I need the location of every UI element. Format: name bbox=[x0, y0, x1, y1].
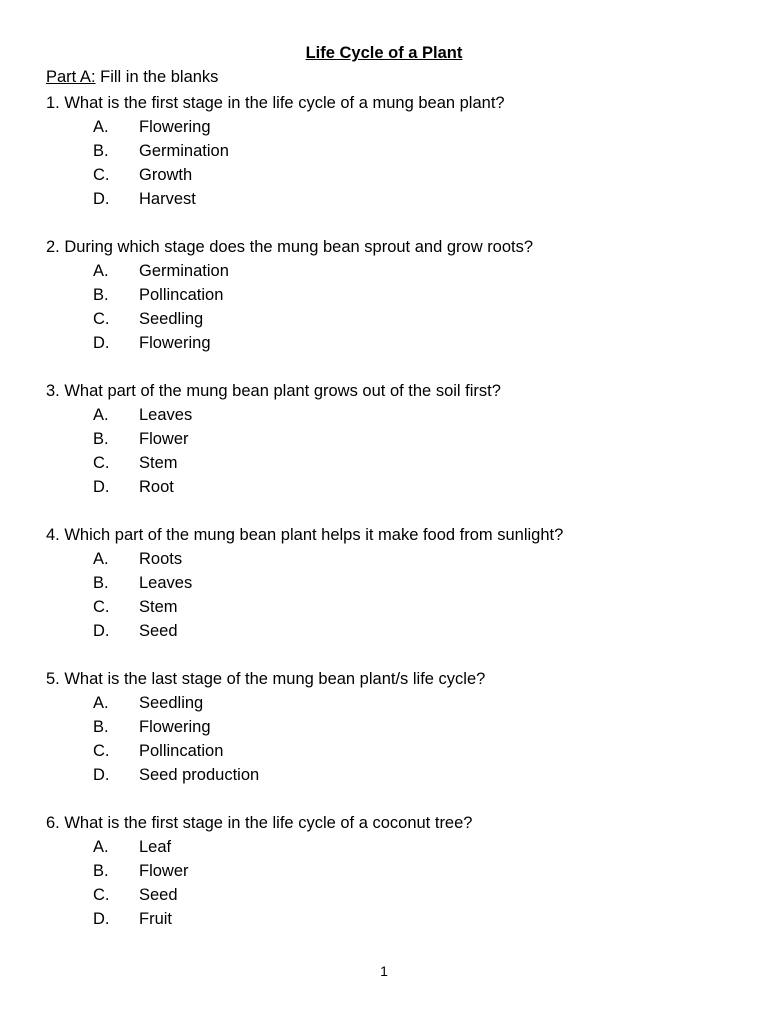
answer-option bbox=[46, 139, 746, 163]
answer-option bbox=[46, 115, 746, 139]
answer-option bbox=[46, 259, 746, 283]
option-letter: B. bbox=[93, 286, 109, 304]
question-text: 5. What is the last stage of the mung bean plant/s life cycle? bbox=[46, 670, 486, 688]
answer-option bbox=[46, 403, 746, 427]
answer-option bbox=[46, 859, 746, 883]
option-text: Flowering bbox=[139, 118, 211, 136]
question-spacer bbox=[46, 499, 746, 523]
answer-option bbox=[46, 451, 746, 475]
question-text: 4. Which part of the mung bean plant helps it make food from sunlight? bbox=[46, 526, 564, 544]
option-text: Pollincation bbox=[139, 286, 224, 304]
answer-option bbox=[46, 163, 746, 187]
part-heading bbox=[46, 67, 218, 87]
option-text: Root bbox=[139, 478, 174, 496]
option-text: Leaves bbox=[139, 406, 193, 424]
document-title: Life Cycle of a Plant bbox=[305, 44, 463, 62]
option-letter: D. bbox=[93, 766, 110, 784]
option-letter: D. bbox=[93, 910, 110, 928]
option-text: Roots bbox=[139, 550, 183, 568]
question-text: 6. What is the first stage in the life cycle of a coconut tree? bbox=[46, 814, 473, 832]
question-text: 2. During which stage does the mung bean sprout and grow roots? bbox=[46, 238, 534, 256]
option-letter: A. bbox=[93, 262, 109, 280]
question-spacer bbox=[46, 787, 746, 811]
option-text: Leaf bbox=[139, 838, 172, 856]
option-letter: A. bbox=[93, 694, 109, 712]
answer-option bbox=[46, 187, 746, 211]
option-text: Flowering bbox=[139, 718, 211, 736]
option-letter: D. bbox=[93, 622, 110, 640]
option-letter: C. bbox=[93, 742, 110, 760]
option-text: Seed production bbox=[139, 766, 260, 784]
option-text: Flower bbox=[139, 430, 189, 448]
option-text: Growth bbox=[139, 166, 193, 184]
option-letter: D. bbox=[93, 334, 110, 352]
question-list bbox=[46, 91, 746, 931]
option-letter: C. bbox=[93, 886, 110, 904]
answer-option bbox=[46, 331, 746, 355]
option-text: Seedling bbox=[139, 310, 204, 328]
option-letter: A. bbox=[93, 406, 109, 424]
question-text: 1. What is the first stage in the life cycle of a mung bean plant? bbox=[46, 94, 505, 112]
question-spacer bbox=[46, 211, 746, 235]
answer-option bbox=[46, 307, 746, 331]
part-label: Part A: bbox=[46, 68, 96, 86]
option-text: Germination bbox=[139, 142, 229, 160]
answer-option bbox=[46, 283, 746, 307]
option-letter: C. bbox=[93, 310, 110, 328]
option-letter: B. bbox=[93, 718, 109, 736]
question-block bbox=[46, 667, 746, 811]
question-block bbox=[46, 811, 746, 931]
option-letter: B. bbox=[93, 862, 109, 880]
option-text: Seed bbox=[139, 886, 178, 904]
option-letter: A. bbox=[93, 118, 109, 136]
option-letter: A. bbox=[93, 838, 109, 856]
option-text: Fruit bbox=[139, 910, 172, 928]
question-block bbox=[46, 235, 746, 379]
option-text: Leaves bbox=[139, 574, 193, 592]
question-text: 3. What part of the mung bean plant grows out of the soil first? bbox=[46, 382, 501, 400]
option-text: Germination bbox=[139, 262, 229, 280]
option-text: Harvest bbox=[139, 190, 196, 208]
answer-option bbox=[46, 619, 746, 643]
answer-option bbox=[46, 427, 746, 451]
option-letter: B. bbox=[93, 574, 109, 592]
option-letter: C. bbox=[93, 166, 110, 184]
answer-option bbox=[46, 595, 746, 619]
answer-option bbox=[46, 547, 746, 571]
page-number: 1 bbox=[380, 963, 388, 979]
option-letter: B. bbox=[93, 430, 109, 448]
part-instruction: Fill in the blanks bbox=[95, 68, 219, 86]
option-letter: D. bbox=[93, 478, 110, 496]
answer-option bbox=[46, 475, 746, 499]
answer-option bbox=[46, 691, 746, 715]
option-letter: A. bbox=[93, 550, 109, 568]
option-text: Stem bbox=[139, 598, 178, 616]
question-spacer bbox=[46, 643, 746, 667]
answer-option bbox=[46, 571, 746, 595]
answer-option bbox=[46, 715, 746, 739]
option-text: Flower bbox=[139, 862, 189, 880]
option-text: Flowering bbox=[139, 334, 211, 352]
answer-option bbox=[46, 739, 746, 763]
option-text: Pollincation bbox=[139, 742, 224, 760]
question-block bbox=[46, 379, 746, 523]
answer-option bbox=[46, 835, 746, 859]
answer-option bbox=[46, 907, 746, 931]
option-text: Seedling bbox=[139, 694, 204, 712]
option-text: Stem bbox=[139, 454, 178, 472]
answer-option bbox=[46, 883, 746, 907]
answer-option bbox=[46, 763, 746, 787]
option-letter: C. bbox=[93, 454, 110, 472]
question-spacer bbox=[46, 355, 746, 379]
option-letter: D. bbox=[93, 190, 110, 208]
option-letter: C. bbox=[93, 598, 110, 616]
question-block bbox=[46, 91, 746, 235]
question-block bbox=[46, 523, 746, 667]
option-letter: B. bbox=[93, 142, 109, 160]
option-text: Seed bbox=[139, 622, 178, 640]
